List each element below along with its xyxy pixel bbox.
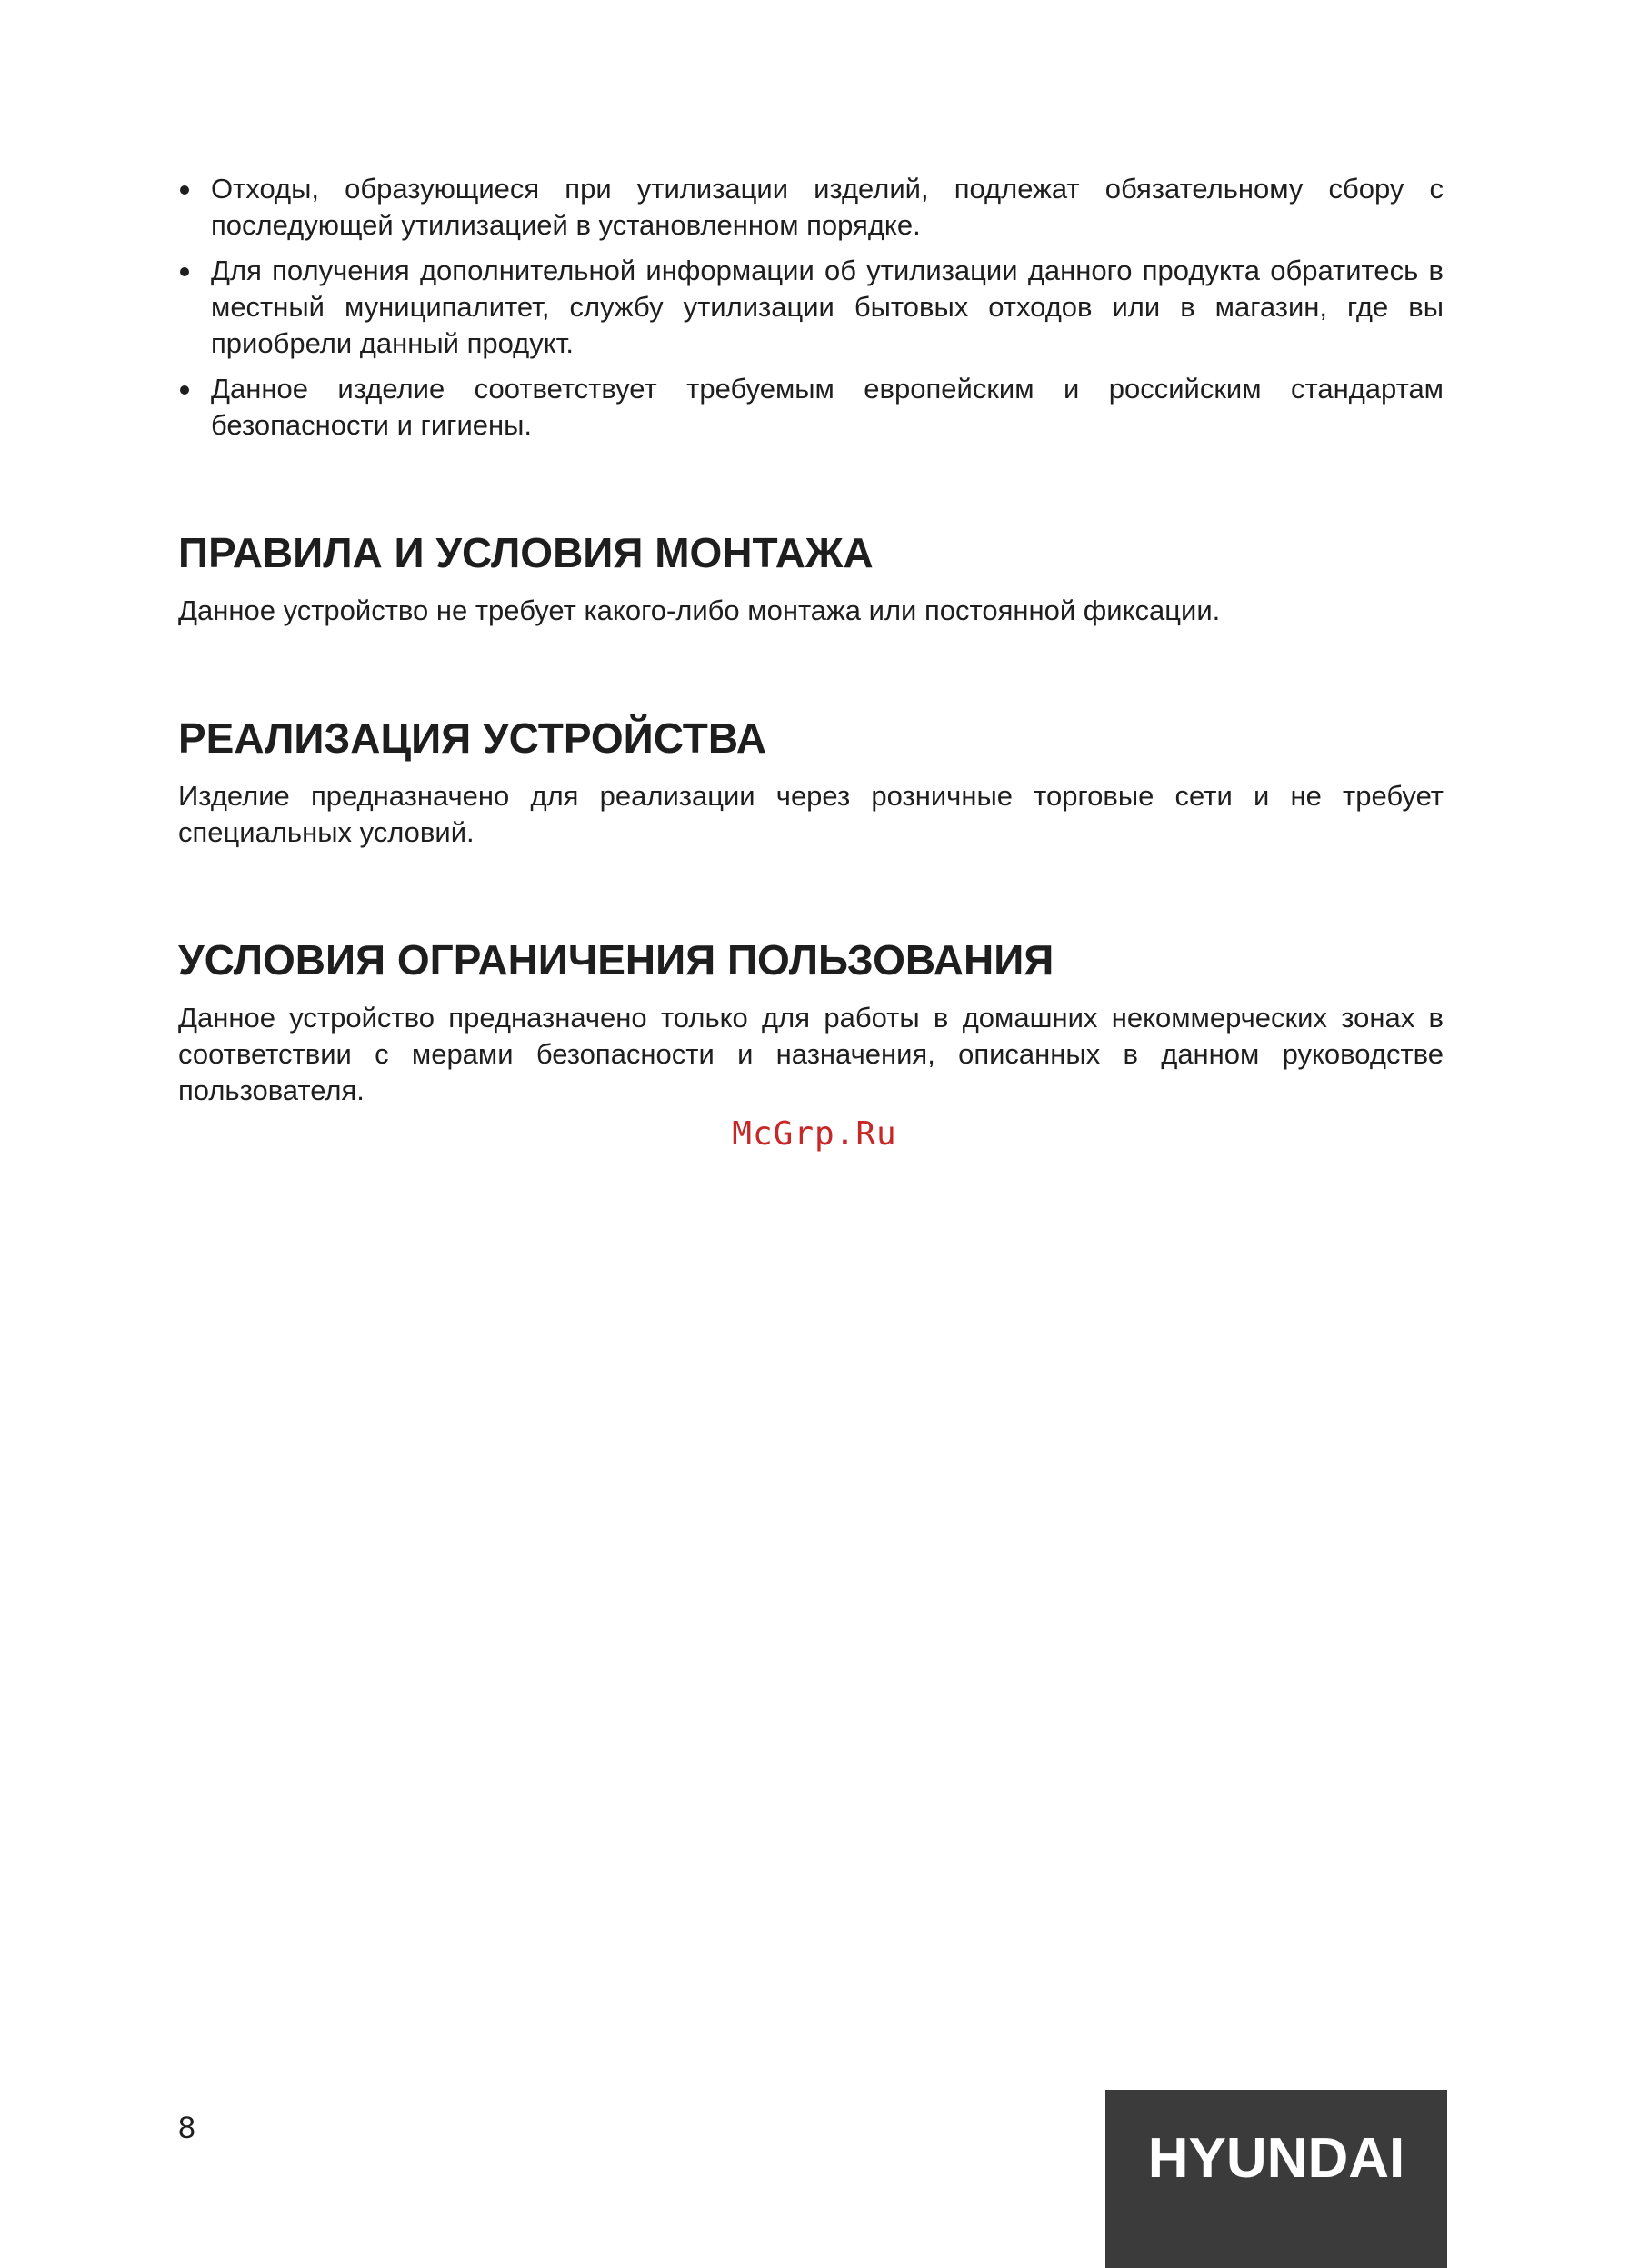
bullet-item (178, 171, 1444, 244)
page-number: 8 (178, 2111, 195, 2145)
section-usage-restrictions (178, 934, 1444, 1109)
section-body: Изделие предназначено для реализации через розничные торговые сети и не требует специальных условий. (178, 780, 1444, 848)
watermark-link[interactable]: McGrp.Ru (732, 1115, 897, 1153)
section-body: Данное устройство не требует какого-либо монтажа или постоянной фиксации. (178, 594, 1221, 626)
bullet-item (178, 253, 1444, 362)
bullet-text: Данное изделие соответствует требуемым европейским и российским стандартам безопасности и гигиены. (211, 373, 1444, 441)
brand-logo-box (1105, 2090, 1447, 2268)
brand-logo-text: HYUNDAI (1147, 2127, 1405, 2190)
section-heading: УСЛОВИЯ ОГРАНИЧЕНИЯ ПОЛЬЗОВАНИЯ (178, 936, 1054, 984)
bullet-text: Для получения дополнительной информации об утилизации данного продукта обратитесь в местный муниципалитет, службу утилизации бытовых отходов или в магазин, где вы приобрели данный продукт. (211, 255, 1444, 359)
section-body: Данное устройство предназначено только для работы в домашних некоммерческих зонах в соответствии с мерами безопасности и назначения, описанных в данном руководстве пользователя. (178, 1002, 1444, 1106)
bullet-item (178, 371, 1444, 444)
document-content (178, 171, 1444, 1109)
section-heading: ПРАВИЛА И УСЛОВИЯ МОНТАЖА (178, 529, 874, 576)
section-sales (178, 713, 1444, 851)
section-heading: РЕАЛИЗАЦИЯ УСТРОЙСТВА (178, 714, 767, 762)
bullet-dot-icon (180, 185, 189, 195)
bullet-text: Отходы, образующиеся при утилизации изделий, подлежат обязательному сбору с последующей утилизацией в установленном порядке. (211, 173, 1444, 241)
section-installation (178, 527, 1444, 629)
bullet-dot-icon (180, 385, 189, 395)
disposal-bullet-list (178, 171, 1444, 444)
bullet-dot-icon (180, 267, 189, 276)
